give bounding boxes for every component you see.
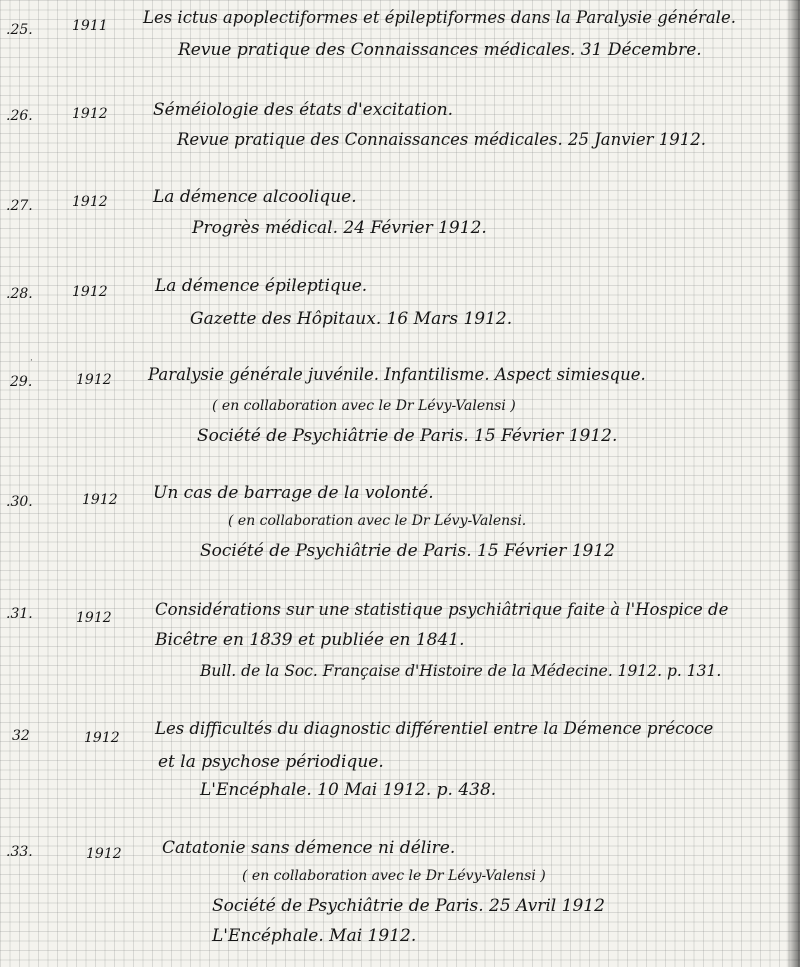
- entry-number: 29.: [10, 374, 33, 390]
- entry-number: .30.: [6, 494, 33, 510]
- entry-source-2: L'Encéphale. Mai 1912.: [212, 926, 417, 946]
- entry-collaboration: ( en collaboration avec le Dr Lévy-Valensi ): [242, 868, 546, 884]
- entry-source: Société de Psychiâtrie de Paris. 25 Avril 1912: [212, 896, 605, 916]
- entry-number: .25.: [6, 22, 33, 38]
- entry-source: Progrès médical. 24 Février 1912.: [192, 218, 487, 238]
- entry-year: 1912: [76, 372, 112, 388]
- entry-title: Paralysie générale juvénile. Infantilisme. Aspect simiesque.: [148, 365, 646, 384]
- entry-number: .31.: [6, 606, 33, 622]
- entry-source: L'Encéphale. 10 Mai 1912. p. 438.: [200, 780, 497, 800]
- entry-year: 1912: [82, 492, 118, 508]
- entry-title: Catatonie sans démence ni délire.: [162, 838, 456, 858]
- entry-title: Séméiologie des états d'excitation.: [153, 100, 454, 120]
- entry-title: Un cas de barrage de la volonté.: [153, 483, 434, 503]
- entry-year: 1912: [86, 846, 122, 862]
- entry-title-continued: Bicêtre en 1839 et publiée en 1841.: [155, 630, 465, 650]
- entry-year: 1912: [72, 106, 108, 122]
- entry-year: 1911: [72, 18, 108, 34]
- entry-number: .33.: [6, 844, 33, 860]
- entry-source: Société de Psychiâtrie de Paris. 15 Février 1912: [200, 541, 615, 561]
- entry-number: .28.: [6, 286, 33, 302]
- entry-year: 1912: [72, 284, 108, 300]
- ink-speck: ·: [30, 356, 33, 366]
- entry-title: La démence alcoolique.: [153, 187, 357, 207]
- entry-source: Revue pratique des Connaissances médicales. 25 Janvier 1912.: [177, 130, 706, 149]
- entry-title: Les difficultés du diagnostic différentiel entre la Démence précoce: [155, 719, 714, 738]
- entry-source: Gazette des Hôpitaux. 16 Mars 1912.: [190, 309, 513, 329]
- entry-source: Société de Psychiâtrie de Paris. 15 Février 1912.: [197, 426, 618, 446]
- entry-year: 1912: [72, 194, 108, 210]
- entry-title-continued: et la psychose périodique.: [158, 752, 384, 772]
- entry-number: 32: [12, 728, 30, 744]
- entry-source: Revue pratique des Connaissances médicales. 31 Décembre.: [178, 40, 702, 60]
- entry-year: 1912: [84, 730, 120, 746]
- entry-title: La démence épileptique.: [155, 276, 368, 296]
- entry-number: .26.: [6, 108, 33, 124]
- entry-title: Considérations sur une statistique psychiâtrique faite à l'Hospice de: [155, 600, 729, 619]
- entry-collaboration: ( en collaboration avec le Dr Lévy-Valensi.: [228, 513, 527, 529]
- entry-collaboration: ( en collaboration avec le Dr Lévy-Valensi ): [212, 398, 516, 414]
- entry-year: 1912: [76, 610, 112, 626]
- entry-source: Bull. de la Soc. Française d'Histoire de la Médecine. 1912. p. 131.: [200, 662, 722, 680]
- entry-title: Les ictus apoplectiformes et épileptiformes dans la Paralysie générale.: [143, 8, 736, 27]
- entry-number: .27.: [6, 198, 33, 214]
